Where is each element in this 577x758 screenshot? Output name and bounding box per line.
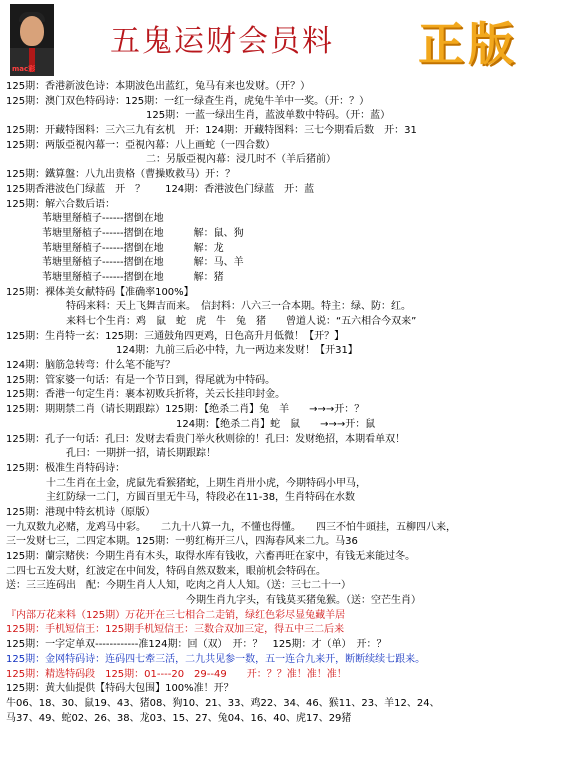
text-line: 124期：脑筋急转弯：什么笔不能写？ [6, 360, 176, 372]
avatar [10, 4, 54, 76]
page-header [0, 0, 577, 80]
text-line: 125期：生肖特一玄：125期：三通鼓角四更鸡，日色高升月低微！【开？】 [6, 330, 345, 342]
text-line-highlight: 『内部万花来料（125期）万花开在三七相合二走销，绿红色彩尽显兔藏羊居 [6, 609, 346, 621]
text-line-highlight: 125期：金网特码诗：连码四七牽三活，二九共见参一数，五一连合九来开，断断续续七跟来。 [6, 653, 426, 665]
text-line: 125期：港现中特玄机诗（原版） [6, 506, 156, 518]
text-line: 125期：一字定单双------------准124期：回（双） 开：？ 125期：才（单） 开：？ [6, 639, 387, 651]
text-line: 125期：孔子一句话：孔曰：发财去看贵门举火秋则徐的！孔曰：发财绝招，本期看单双！ [6, 433, 406, 445]
text-line: 孔曰：一期拼一招，请长期跟踪！ [66, 448, 216, 460]
text-line: 125期：蘭宗赌侠：今期生肖有木头，取得水库有钱收，六畜再旺在家中，有钱无来能过冬。 [6, 551, 416, 562]
text-line: 124期：九前三后必中特，九一两边来发财！【开31】 [116, 345, 358, 357]
text-line: 125期：香港一句定生肖：裹本初败兵折将，关云长挂印封金。 [6, 389, 286, 401]
text-line: 今期生肖九字头，有钱莫买猪兔猴。（送：空芒生肖） [186, 595, 421, 607]
text-line: 苇塘里掰植子------摺倒在地 解：猪 [42, 271, 224, 283]
text-line: 125期：管家婆一句话：有是一个节日到，得尾就为中特码。 [6, 374, 276, 386]
text-line: 牛06、18、30、鼠19、43、猪08、狗10、21、33、鸡22、34、46、猴11、23、羊12、24、 [6, 697, 440, 709]
text-line: 送：三三连码出 配：今期生肖人人知，吃肉之肖人人知。（送：三七二十一） [6, 580, 351, 592]
text-line: 二：另版亞視內幕：浸几时不（羊后猪前） [146, 154, 336, 166]
avatar-badge: mac彩 [12, 65, 36, 73]
text-line: 125期香港波色门绿蓝 开 ？ 124期：香港波色门绿蓝 开：蓝 [6, 183, 315, 195]
text-line: 来料七个生肖：鸡 鼠 蛇 虎 牛 兔 猪 曾道人说：“五六相合今双来” [66, 316, 417, 327]
text-line: 主红防绿一二门，方圆百里无牛马，特段必在11-38，生肖特码在水数 [46, 492, 356, 504]
text-line: 125期：期期禁二肖（请长期跟踪）125期：【绝杀二肖】兔 羊 →→→开：？ [6, 404, 365, 416]
text-line: 125期：香港新波色诗：本期波色出蓝红，兔马有来也发财。（开？） [6, 81, 311, 92]
authentic-stamp: 正版 [418, 17, 518, 71]
text-line: 二四七五发大财，红波定在中间发，特码自然双数来，眼前机会特码在。 [6, 565, 326, 577]
content-body [6, 80, 572, 726]
text-line-highlight: 125期：手机短信王：125期手机短信王：三数合双加三定，得五中三二后来 [6, 624, 345, 636]
page-title: 五鬼运财会员料 [110, 24, 334, 59]
text-line: 125期：鐵算盤：八九出贵格（曹操败救马）开：？ [6, 169, 236, 181]
avatar-face [20, 16, 44, 46]
text-line: 苇塘里掰植子------摺倒在地 解：龙 [42, 242, 224, 254]
text-line: 125期：澳门双色特码诗：125期：一红一绿查生肖，虎兔牛羊中一奖。（开：？） [6, 95, 370, 107]
text-line: 苇塘里掰植子------摺倒在地 [42, 213, 164, 225]
text-line: 125期：黄大仙提供【特码大包围】100%准！开？ [6, 683, 234, 695]
text-line: 125期：解六合数后语： [6, 198, 116, 210]
text-line: 三一发财七三，二四定本期。125期：一剪红梅开三八，四海春风来二九。马36 [6, 536, 358, 548]
text-line: 马37、49、蛇02、26、38、龙03、15、27、兔04、16、40、虎17、29猪 [6, 712, 352, 724]
text-line: 125期：一蓝一绿出生肖，蓝波单数中特码。（开：蓝） [146, 110, 391, 122]
text-line: 125期：极准生肖特码诗： [6, 462, 126, 474]
text-line: 特码来料：天上飞舞吉而来。 信封料：八六三一合本期。特主：绿、防：红。 [66, 301, 411, 313]
text-line: 125期：开藏特图料：三六三九有玄机 开：124期：开藏特图料：三七今期看后数 开：31 [6, 125, 417, 137]
text-line: 十二生肖在土金，虎鼠先看猴猪蛇，上期生肖卅小虎，今期特码小甲马， [46, 477, 366, 489]
text-line: 125期：两版亞視內幕一：亞視內幕：八上画蛇（一四合数） [6, 139, 276, 151]
text-line: 苇塘里掰植子------摺倒在地 解：鼠、狗 [42, 227, 244, 239]
text-line: 一九双数九必赌，龙鸡马中彩。 二九十八算一九，不懂也得懂。 四三不怕牛頭挂，五柳四八来， [6, 521, 456, 533]
text-line-highlight: 125期：精选特码段 125期：01----20 29--49 开：？？准！准！准！ [6, 668, 347, 680]
text-line: 124期：【绝杀二肖】蛇 鼠 →→→开：鼠 [176, 418, 376, 430]
text-line: 苇塘里掰植子------摺倒在地 解：马、羊 [42, 257, 244, 269]
text-line: 125期：裸体美女献特码【准确率100%】 [6, 286, 194, 298]
